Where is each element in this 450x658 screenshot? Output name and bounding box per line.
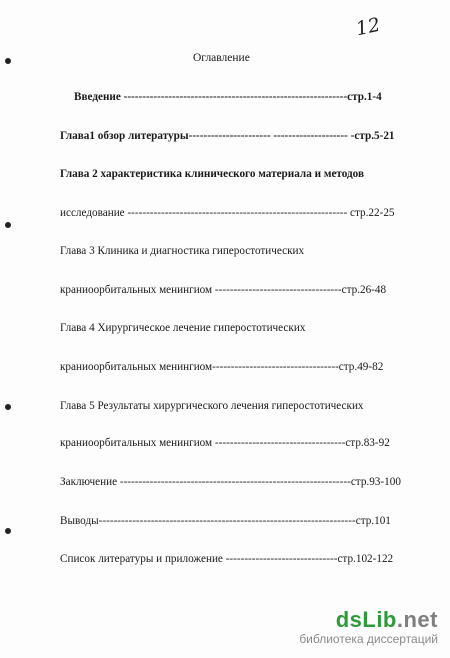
toc-entry: краниоорбитальных менингиом ----------------------------------стр.26-48: [60, 284, 387, 296]
binder-hole-mark: [5, 58, 11, 64]
toc-entry: Глава 2 характеристикa клинического материала и методов: [60, 168, 365, 180]
binder-hole-mark: [5, 222, 11, 228]
watermark: [299, 609, 438, 646]
binder-hole-mark: [5, 528, 11, 534]
watermark-logo: dsLib.net: [335, 607, 438, 632]
binder-hole-mark: [5, 404, 11, 410]
toc-entry: Глава 4 Хирургическое лечение гиперостотических: [60, 322, 306, 334]
toc-title: Оглавление: [193, 52, 250, 64]
toc-entry: Глава 5 Результаты хирургического лечения гиперостотических: [60, 400, 364, 412]
toc-entry: Введение ------------------------------------------------------------стр.1-4: [74, 91, 382, 103]
page-number-handwritten: 12: [353, 13, 383, 41]
toc-entry: Выводы---------------------------------------------------------------------стр.101: [60, 515, 391, 527]
watermark-subtitle: библиотека диссертаций: [299, 632, 438, 646]
toc-entry: Заключение --------------------------------------------------------------стр.93-100: [60, 476, 401, 488]
toc-entry: краниоорбитальных менингиом----------------------------------стр.49-82: [60, 361, 384, 373]
toc-entry: Глава1 обзор литературы---------------------- -------------------- -стр.5-21: [60, 130, 395, 142]
toc-entry: Список литературы и приложение ------------------------------стр.102-122: [60, 553, 394, 565]
toc-entry: Глава 3 Клиника и диагностика гиперостотических: [60, 245, 305, 257]
toc-entry: исследование ----------------------------------------------------------- стр.22-25: [60, 207, 395, 219]
toc-entry: краниоорбитальных менингиом -----------------------------------стр.83-92: [60, 437, 390, 449]
